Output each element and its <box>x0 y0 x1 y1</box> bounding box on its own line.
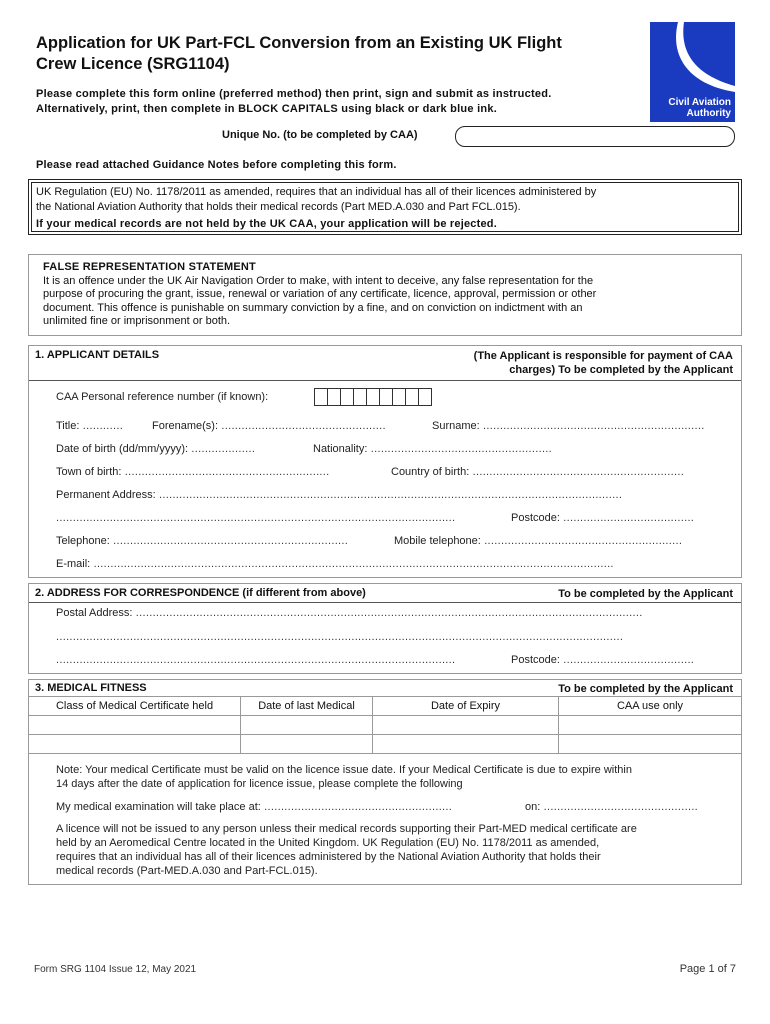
instruction-line-2: Alternatively, print, then complete in BLOCK CAPITALS using black or dark blue ink. <box>36 102 498 115</box>
section-3-title: 3. MEDICAL FITNESS <box>35 682 147 694</box>
column-header-class: Class of Medical Certificate held <box>29 697 241 716</box>
section-1-title: 1. APPLICANT DETAILS <box>35 349 160 361</box>
postal-address-label: Postal Address: <box>56 607 133 619</box>
dob-label: Date of birth (dd/mm/yyyy): <box>56 443 189 455</box>
medical-note-line-1: Note: Your medical Certificate must be valid on the licence issue date. If your Medical Certificate is due to expire within <box>56 764 632 776</box>
medical-exam-date-field[interactable]: on: .............................................. <box>525 801 699 813</box>
licence-notice-line-3: requires that an individual has all of their licences administered by the National Aviation Authority that holds their <box>56 851 601 863</box>
surname-label: Surname: <box>432 420 480 432</box>
section-3-header <box>29 680 741 697</box>
logo-text-line-2: Authority <box>686 108 731 119</box>
expiry-cell[interactable] <box>373 716 559 735</box>
false-representation-box <box>28 254 742 336</box>
caa-use-cell <box>559 716 742 735</box>
form-identifier: Form SRG 1104 Issue 12, May 2021 <box>34 964 197 975</box>
medical-certificate-table <box>28 696 742 754</box>
address-line-2-field[interactable]: ....................................................................................................................... <box>56 512 456 524</box>
false-statement-line-3: document. This offence is punishable on summary conviction by a fine, and on conviction on indictment with an <box>43 301 583 314</box>
ref-digit-box[interactable] <box>340 388 354 406</box>
column-header-expiry: Date of Expiry <box>373 697 559 716</box>
email-label: E-mail: <box>56 558 91 570</box>
forename-label: Forename(s): <box>152 420 219 432</box>
section-1-header <box>29 346 741 381</box>
email-field[interactable]: E-mail: ........................................................................................................................................................... <box>56 558 614 570</box>
form-title-line-2: Crew Licence (SRG1104) <box>36 55 230 73</box>
ref-digit-box[interactable] <box>405 388 419 406</box>
medical-note <box>56 763 736 791</box>
column-header-caa-use: CAA use only <box>559 697 742 716</box>
postcode-field[interactable]: Postcode: ....................................... <box>511 512 695 524</box>
guidance-note: Please read attached Guidance Notes before completing this form. <box>36 159 397 171</box>
caa-ref-input[interactable] <box>314 388 431 406</box>
ref-digit-box[interactable] <box>379 388 393 406</box>
ref-digit-box[interactable] <box>314 388 328 406</box>
nationality-label: Nationality: <box>313 443 368 455</box>
false-statement-line-2: purpose of procuring the grant, issue, renewal or variation of any certificate, licence, approval, permission or other <box>43 288 597 300</box>
postal-address-field[interactable]: Postal Address: ....................................................................................................................................................... <box>56 607 643 619</box>
dob-field[interactable]: Date of birth (dd/mm/yyyy): ................... <box>56 443 256 455</box>
column-header-last-medical: Date of last Medical <box>241 697 373 716</box>
section-1-note-line-2: charges) To be completed by the Applicant <box>509 364 733 376</box>
section-2-header <box>29 584 741 603</box>
medical-note-line-2: 14 days after the date of application for licence issue, please complete the following <box>56 778 463 790</box>
form-title-line-1: Application for UK Part-FCL Conversion from an Existing UK Flight <box>36 34 562 52</box>
ref-digit-box[interactable] <box>418 388 432 406</box>
table-row <box>29 735 742 754</box>
regulation-box <box>31 182 739 232</box>
class-cell[interactable] <box>29 716 241 735</box>
forename-field[interactable]: Forename(s): ................................................. <box>152 420 386 432</box>
correspondence-postcode-label: Postcode: <box>511 654 560 666</box>
country-of-birth-label: Country of birth: <box>391 466 470 478</box>
surname-field[interactable]: Surname: .................................................................. <box>432 420 705 432</box>
regulation-line-2: the National Aviation Authority that holds their medical records (Part MED.A.030 and Part FCL.015). <box>36 200 521 213</box>
caa-logo-text <box>650 97 731 119</box>
town-of-birth-field[interactable]: Town of birth: ............................................................. <box>56 466 330 478</box>
title-field[interactable]: Title: ............ <box>56 420 124 432</box>
section-2-title: 2. ADDRESS FOR CORRESPONDENCE (if different from above) <box>35 587 366 599</box>
title-label: Title: <box>56 420 80 432</box>
mobile-telephone-field[interactable]: Mobile telephone: ........................................................... <box>394 535 683 547</box>
page-number: Page 1 of 7 <box>679 963 736 975</box>
table-row <box>29 716 742 735</box>
false-statement-line-1: It is an offence under the UK Air Navigation Order to make, with intent to deceive, any false representation for the <box>43 274 594 287</box>
ref-digit-box[interactable] <box>327 388 341 406</box>
last-medical-cell[interactable] <box>241 735 373 754</box>
licence-notice-line-2: held by an Aeromedical Centre located in the United Kingdom. UK Regulation (EU) No. 1178/2011 as amended, <box>56 837 600 849</box>
section-3-note: To be completed by the Applicant <box>558 683 733 695</box>
caa-logo <box>650 22 735 122</box>
table-header-row <box>29 697 742 716</box>
nationality-field[interactable]: Nationality: ...................................................... <box>313 443 553 455</box>
medical-exam-location-field[interactable]: My medical examination will take place at: ........................................................ <box>56 801 453 813</box>
medical-exam-label: My medical examination will take place at: <box>56 801 261 813</box>
last-medical-cell[interactable] <box>241 716 373 735</box>
caa-use-cell <box>559 735 742 754</box>
false-statement-heading: FALSE REPRESENTATION STATEMENT <box>43 261 256 273</box>
regulation-line-1: UK Regulation (EU) No. 1178/2011 as amended, requires that an individual has all of their licences administered by <box>36 186 597 198</box>
medical-exam-on-label: on: <box>525 801 541 813</box>
permanent-address-label: Permanent Address: <box>56 489 156 501</box>
unique-no-label: Unique No. (to be completed by CAA) <box>222 129 418 141</box>
correspondence-postcode-field[interactable]: Postcode: ....................................... <box>511 654 695 666</box>
postal-address-line-3-field[interactable]: ....................................................................................................................... <box>56 654 456 666</box>
unique-no-input[interactable] <box>455 126 735 147</box>
caa-ref-label: CAA Personal reference number (if known): <box>56 391 269 403</box>
expiry-cell[interactable] <box>373 735 559 754</box>
ref-digit-box[interactable] <box>392 388 406 406</box>
instructions <box>36 87 636 116</box>
telephone-field[interactable]: Telephone: ...................................................................... <box>56 535 349 547</box>
ref-digit-box[interactable] <box>353 388 367 406</box>
section-1-note <box>474 349 733 377</box>
regulation-warning: If your medical records are not held by the UK CAA, your application will be rejected. <box>36 218 497 230</box>
class-cell[interactable] <box>29 735 241 754</box>
form-title <box>36 33 636 75</box>
licence-notice-line-4: medical records (Part-MED.A.030 and Part-FCL.015). <box>56 865 318 877</box>
country-of-birth-field[interactable]: Country of birth: ............................................................... <box>391 466 685 478</box>
logo-text-line-1: Civil Aviation <box>668 97 731 108</box>
telephone-label: Telephone: <box>56 535 110 547</box>
licence-notice-line-1: A licence will not be issued to any person unless their medical records supporting their Part-MED medical certificate are <box>56 823 637 835</box>
permanent-address-field[interactable]: Permanent Address: .......................................................................................................................................... <box>56 489 623 501</box>
postcode-label: Postcode: <box>511 512 560 524</box>
ref-digit-box[interactable] <box>366 388 380 406</box>
mobile-telephone-label: Mobile telephone: <box>394 535 481 547</box>
town-of-birth-label: Town of birth: <box>56 466 122 478</box>
section-2-note: To be completed by the Applicant <box>558 588 733 600</box>
postal-address-line-2-field[interactable]: ......................................................................................................................................................................... <box>56 631 624 643</box>
false-statement-line-4: unlimited fine or imprisonment or both. <box>43 315 231 327</box>
section-1-note-line-1: (The Applicant is responsible for payment of CAA <box>473 350 733 362</box>
licence-notice <box>56 822 736 878</box>
instruction-line-1: Please complete this form online (preferred method) then print, sign and submit as instructed. <box>36 88 552 100</box>
